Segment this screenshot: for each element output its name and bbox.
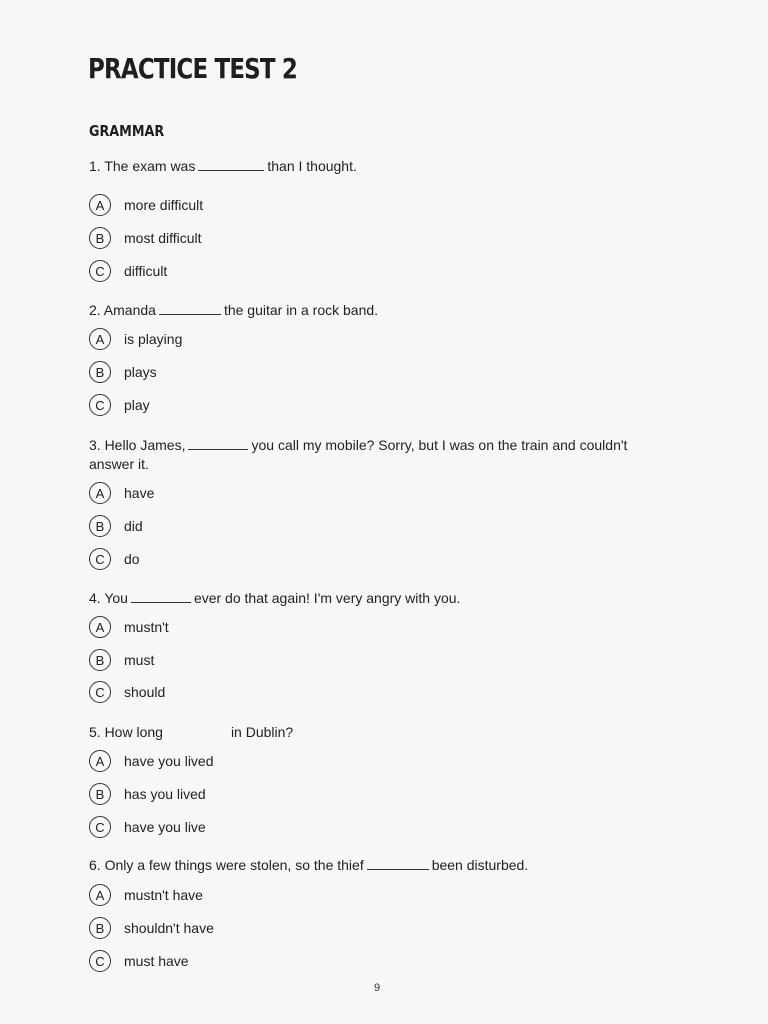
question-6 [89, 856, 649, 875]
option-6a[interactable] [89, 882, 203, 908]
option-text: have [124, 485, 155, 501]
option-letter-circle[interactable]: B [89, 361, 111, 383]
option-2a[interactable] [89, 326, 182, 352]
answer-blank [131, 590, 191, 603]
answer-blank [198, 158, 264, 171]
page-title: PRACTICE TEST 2 [88, 52, 298, 85]
option-letter-circle[interactable]: A [89, 884, 111, 906]
question-text-after: than I thought. [267, 158, 357, 174]
option-6c[interactable] [89, 948, 189, 974]
question-4 [89, 589, 649, 608]
option-text: has you lived [124, 786, 206, 802]
option-letter-circle[interactable]: C [89, 681, 111, 703]
option-letter-circle[interactable]: C [89, 260, 111, 282]
answer-blank [188, 437, 248, 450]
option-text: mustn't [124, 619, 169, 635]
option-5a[interactable] [89, 748, 214, 774]
option-text: do [124, 551, 140, 567]
option-text: is playing [124, 331, 183, 347]
option-letter-circle[interactable]: B [89, 227, 111, 249]
option-letter-circle[interactable]: A [89, 616, 111, 638]
option-1c[interactable] [89, 258, 167, 284]
option-5c[interactable] [89, 814, 206, 840]
question-text-before: 5. How long [89, 724, 163, 740]
question-text-before: 4. You [89, 590, 128, 606]
option-1b[interactable] [89, 225, 202, 251]
question-text-after: in Dublin? [230, 724, 294, 740]
option-letter-circle[interactable]: B [89, 649, 111, 671]
question-text-after: ever do that again! I'm very angry with you. [193, 590, 461, 606]
option-text: have you live [124, 819, 206, 835]
question-text-before: 2. Amanda [89, 302, 156, 318]
question-3 [89, 436, 649, 474]
option-text: shouldn't have [124, 920, 214, 936]
option-text: difficult [124, 263, 168, 279]
question-1 [89, 157, 649, 176]
answer-blank [367, 857, 429, 870]
option-text: must [124, 652, 155, 668]
question-2 [89, 301, 649, 320]
question-text-after: you call my mobile? Sorry, but I was on the train and couldn't answer it. [89, 437, 628, 472]
option-4b[interactable] [89, 647, 154, 673]
option-letter-circle[interactable]: B [89, 783, 111, 805]
question-text-after: been disturbed. [431, 857, 529, 873]
section-heading: GRAMMAR [89, 122, 165, 140]
option-text: plays [124, 364, 157, 380]
question-5 [89, 723, 649, 742]
option-text: most difficult [124, 230, 202, 246]
option-text: have you lived [124, 753, 214, 769]
option-letter-circle[interactable]: A [89, 482, 111, 504]
option-3b[interactable] [89, 513, 143, 539]
option-4a[interactable] [89, 614, 169, 640]
option-2b[interactable] [89, 359, 157, 385]
option-text: play [124, 397, 150, 413]
question-text-before: 3. Hello James, [89, 437, 186, 453]
option-4c[interactable] [89, 679, 165, 705]
answer-blank [166, 724, 228, 737]
option-6b[interactable] [89, 915, 214, 941]
option-letter-circle[interactable]: C [89, 394, 111, 416]
page-number: 9 [373, 982, 381, 994]
option-letter-circle[interactable]: C [89, 548, 111, 570]
option-letter-circle[interactable]: C [89, 950, 111, 972]
option-text: should [124, 684, 166, 700]
option-3c[interactable] [89, 546, 140, 572]
option-1a[interactable] [89, 192, 203, 218]
option-text: mustn't have [124, 887, 203, 903]
option-5b[interactable] [89, 781, 206, 807]
question-text-before: 1. The exam was [89, 158, 196, 174]
answer-blank [159, 302, 221, 315]
option-letter-circle[interactable]: C [89, 816, 111, 838]
option-letter-circle[interactable]: B [89, 917, 111, 939]
option-3a[interactable] [89, 480, 154, 506]
question-text-after: the guitar in a rock band. [223, 302, 379, 318]
question-text-before: 6. Only a few things were stolen, so the thief [89, 857, 364, 873]
option-2c[interactable] [89, 392, 150, 418]
option-letter-circle[interactable]: A [89, 194, 111, 216]
option-text: did [124, 518, 143, 534]
option-letter-circle[interactable]: A [89, 750, 111, 772]
option-letter-circle[interactable]: A [89, 328, 111, 350]
option-text: must have [124, 953, 189, 969]
option-text: more difficult [124, 197, 204, 213]
option-letter-circle[interactable]: B [89, 515, 111, 537]
